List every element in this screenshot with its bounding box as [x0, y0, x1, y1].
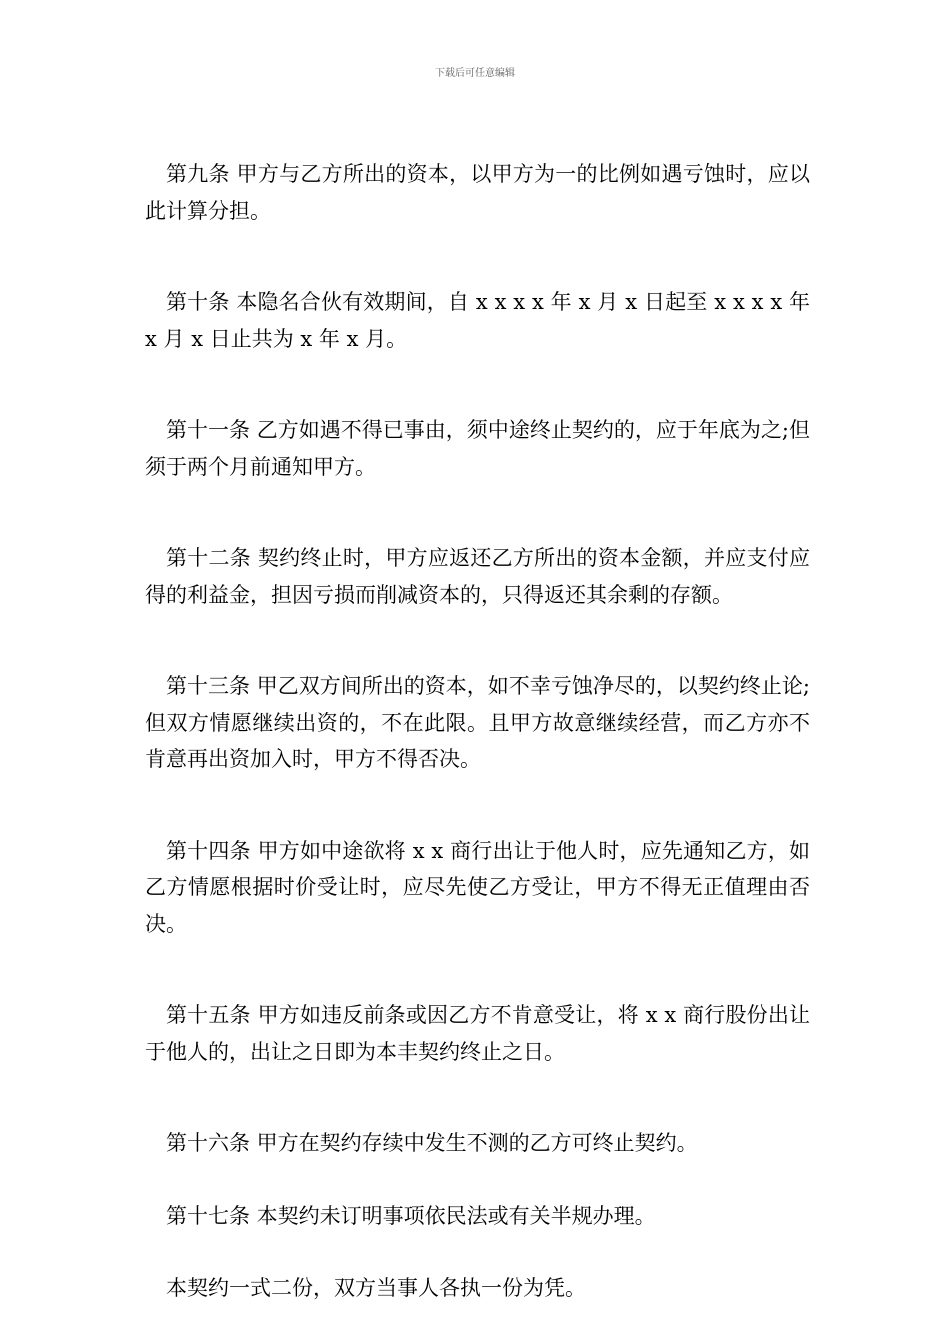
- article-15: 第十五条 甲方如违反前条或因乙方不肯意受让，将 x x 商行股份出让于他人的，出让之日即为本丰契约终止之日。: [145, 1003, 810, 1064]
- article-16: 第十六条 甲方在契约存续中发生不测的乙方可终止契约。: [166, 1131, 698, 1155]
- article-12: 第十二条 契约终止时，甲方应返还乙方所出的资本金额，并应支付应得的利益金，担因亏损而削减资本的，只得返还其余剩的存额。: [145, 546, 810, 607]
- article-9: 第九条 甲方与乙方所出的资本，以甲方为一的比例如遇亏蚀时，应以此计算分担。: [145, 162, 810, 223]
- article-11: 第十一条 乙方如遇不得已事由，须中途终止契约的，应于年底为之;但须于两个月前通知甲方。: [145, 418, 810, 479]
- article-14: 第十四条 甲方如中途欲将 x x 商行出让于他人时，应先通知乙方，如乙方情愿根据时价受让时，应尽先使乙方受让，甲方不得无正值理由否决。: [145, 838, 810, 936]
- article-10: 第十条 本隐名合伙有效期间，自 x x x x 年 x 月 x 日起至 x x x x 年 x 月 x 日止共为 x 年 x 月。: [145, 290, 810, 351]
- header-note: 下载后可任意编辑: [435, 68, 515, 79]
- article-13: 第十三条 甲乙双方间所出的资本，如不幸亏蚀净尽的，以契约终止论;但双方情愿继续出资的，不在此限。且甲方故意继续经营，而乙方亦不肯意再出资加入时，甲方不得否决。: [145, 674, 810, 771]
- contract-body: [145, 156, 810, 1343]
- closing-clause: 本契约一式二份，双方当事人各执一份为凭。: [166, 1276, 586, 1300]
- article-17: 第十七条 本契约未订明事项依民法或有关半规办理。: [166, 1203, 656, 1228]
